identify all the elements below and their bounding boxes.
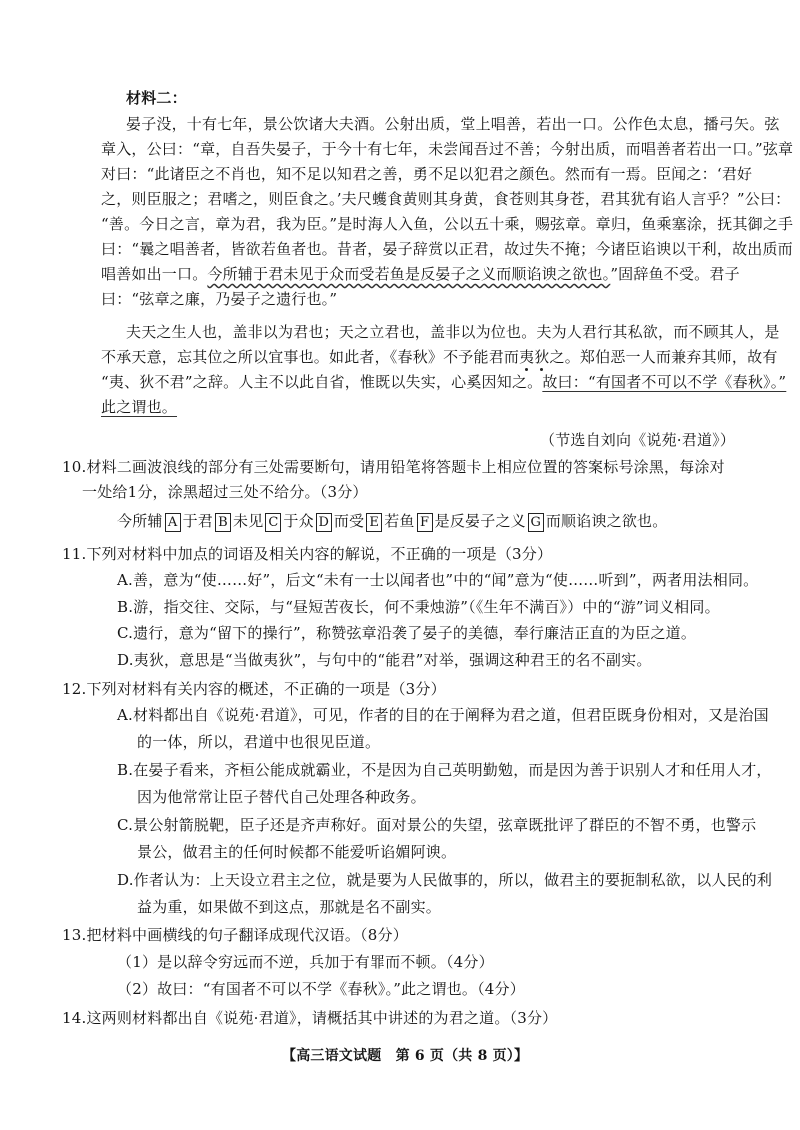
answer-box-g[interactable]: G — [528, 513, 544, 532]
answer-box-b[interactable]: B — [215, 513, 231, 532]
question-12-stem: 12.下列对材料有关内容的概述，不正确的一项是（3分） — [62, 680, 446, 698]
passage-line — [101, 264, 740, 284]
segment: 而顺谄谀之欲也。 — [545, 512, 668, 530]
passage-line: “善。今日之言，章为君，我为臣。”是时海人入鱼，公以五十乘，赐弦章。章归，鱼乘塞涂，抚其御之手 — [101, 215, 794, 233]
answer-box-c[interactable]: C — [265, 513, 281, 532]
passage-text: 之。郑伯恶一人而兼弃其师，故有 — [549, 348, 778, 366]
underlined-sentence: 故曰：“有国者不可以不学《春秋》。” — [542, 373, 787, 391]
passage-text: 不承天意，忘其位之所以宜事也。如此者，《春秋》不予能君而 — [101, 348, 520, 366]
segment: 若鱼 — [384, 512, 415, 530]
question-12-option-c: C.景公射箭脱靶，臣子还是齐声称好。面对景公的失望，弦章既批评了群臣的不智不勇，也警示 — [117, 816, 757, 834]
question-12-option-a-cont: 的一体，所以，君道中也很见臣道。 — [137, 733, 381, 751]
passage-line: 曰：“曩之唱善者，皆欲若鱼者也。昔者，晏子辞赏以正君，故过失不掩；今诸臣谄谀以干利，故出质而 — [101, 240, 793, 258]
passage-line: 夫天之生人也，盖非以为君也；天之立君也，盖非以为位也。夫为人君行其私欲，而不顾其人，是 — [126, 323, 780, 341]
question-11-stem: 11.下列对材料中加点的词语及相关内容的解说，不正确的一项是（3分） — [62, 545, 553, 563]
question-12-option-d-cont: 益为重，如果做不到这点，那就是名不副实。 — [137, 898, 442, 916]
wavy-underlined-sentence: 今所辅于君未见于众而受若鱼是反晏子之义而顺谄谀之欲也。 — [207, 265, 611, 283]
segment: 而受 — [333, 512, 365, 530]
segment: 于君 — [182, 512, 214, 530]
question-13-item-1: （1）是以辞令穷远而不逆，兵加于有罪而不顿。（4分） — [117, 953, 494, 971]
passage-line: 章入，公曰：“章，自吾失晏子，于今十有七年，未尝闻吾过不善；今射出质，而唱善者若出一口。”弦章 — [101, 140, 794, 158]
passage-line: 对曰：“此诸臣之不肖也，知不足以知君之善，勇不足以犯君之颜色。然而有一焉。臣闻之：‘君好 — [101, 165, 753, 183]
segment: 是反晏子之义 — [434, 512, 526, 530]
passage-text: ”固辞鱼不受。君子 — [610, 265, 740, 283]
segment: 于众 — [283, 512, 314, 530]
question-12-option-c-cont: 景公，做君主的任何时候都不能爱听谄媚阿谀。 — [137, 843, 457, 861]
question-12-option-d: D.作者认为：上天设立君主之位，就是要为人民做事的，所以，做君主的要扼制私欲，以人民的利 — [117, 871, 773, 889]
underlined-sentence: 此之谓也。 — [101, 398, 178, 416]
question-10-stem: 一处给1分，涂黑超过三处不给分。（3分） — [82, 483, 368, 501]
question-10-sentence — [117, 511, 667, 532]
answer-box-f[interactable]: F — [417, 513, 433, 532]
source-citation: （节选自刘向《说苑·君道》） — [540, 431, 736, 449]
question-10-stem: 10.材料二画波浪线的部分有三处需要断句，请用铅笔将答题卡上相应位置的答案标号涂黑，每涂对 — [62, 458, 725, 476]
passage-line: 晏子没，十有七年，景公饮诸大夫酒。公射出质，堂上唱善，若出一口。公作色太息，播弓矢。弦 — [126, 115, 780, 133]
answer-box-a[interactable]: A — [165, 513, 181, 532]
question-11-option-d: D.夷狄，意思是“当做夷狄”，与句中的“能君”对举，强调这种君王的名不副实。 — [117, 651, 652, 669]
question-13-item-2: （2）故曰：“有国者不可以不学《春秋》。”此之谓也。（4分） — [117, 980, 525, 998]
question-11-option-a: A.善，意为“使……好”，后文“未有一士以闻者也”中的“闻”意为“使……听到”，两者用法相同。 — [117, 571, 759, 589]
question-11-option-b: B.游，指交往、交际，与“昼短苦夜长，何不秉烛游”（《生年不满百》）中的“游”词义相同。 — [117, 598, 720, 616]
passage-line: 曰：“弦章之廉，乃晏子之遗行也。” — [101, 290, 338, 308]
question-13-stem: 13.把材料中画横线的句子翻译成现代汉语。（8分） — [62, 926, 408, 944]
passage-line — [101, 347, 778, 367]
dotted-word: 狄 — [534, 348, 550, 366]
passage-line — [101, 372, 786, 392]
dotted-word: 夷 — [519, 348, 535, 366]
answer-box-d[interactable]: D — [316, 513, 332, 532]
question-12-option-b: B.在晏子看来，齐桓公能成就霸业，不是因为自己英明勤勉，而是因为善于识别人才和任用人才， — [117, 761, 772, 779]
question-14-stem: 14.这两则材料都出自《说苑·君道》，请概括其中讲述的为君之道。（3分） — [62, 1009, 558, 1027]
question-11-option-c: C.遗行，意为“留下的操行”，称赞弦章沿袭了晏子的美德，奉行廉洁正直的为臣之道。 — [117, 624, 697, 642]
passage-text: 唱善如出一口。 — [101, 265, 208, 283]
segment: 未见 — [233, 512, 264, 530]
segment: 今所辅 — [117, 512, 163, 530]
answer-box-e[interactable]: E — [366, 513, 382, 532]
page-footer: 【高三语文试题 第 6 页（共 8 页）】 — [282, 1048, 529, 1064]
question-12-option-a: A.材料都出自《说苑·君道》，可见，作者的目的在于阐释为君之道，但君臣既身份相对，又是治国 — [117, 706, 769, 724]
passage-line — [101, 397, 177, 417]
passage-text: “夷、狄不君”之辞。人主不以此自省，惟既以失实，心奚因知之。 — [101, 373, 543, 391]
passage-line: 之，则臣服之；君嗜之，则臣食之。’夫尺蠖食黄则其身黄，食苍则其身苍，君其犹有谄人言乎？”公曰： — [101, 190, 791, 208]
question-12-option-b-cont: 因为他常常让臣子替代自己处理各种政务。 — [137, 788, 426, 806]
material-title: 材料二： — [126, 89, 187, 107]
